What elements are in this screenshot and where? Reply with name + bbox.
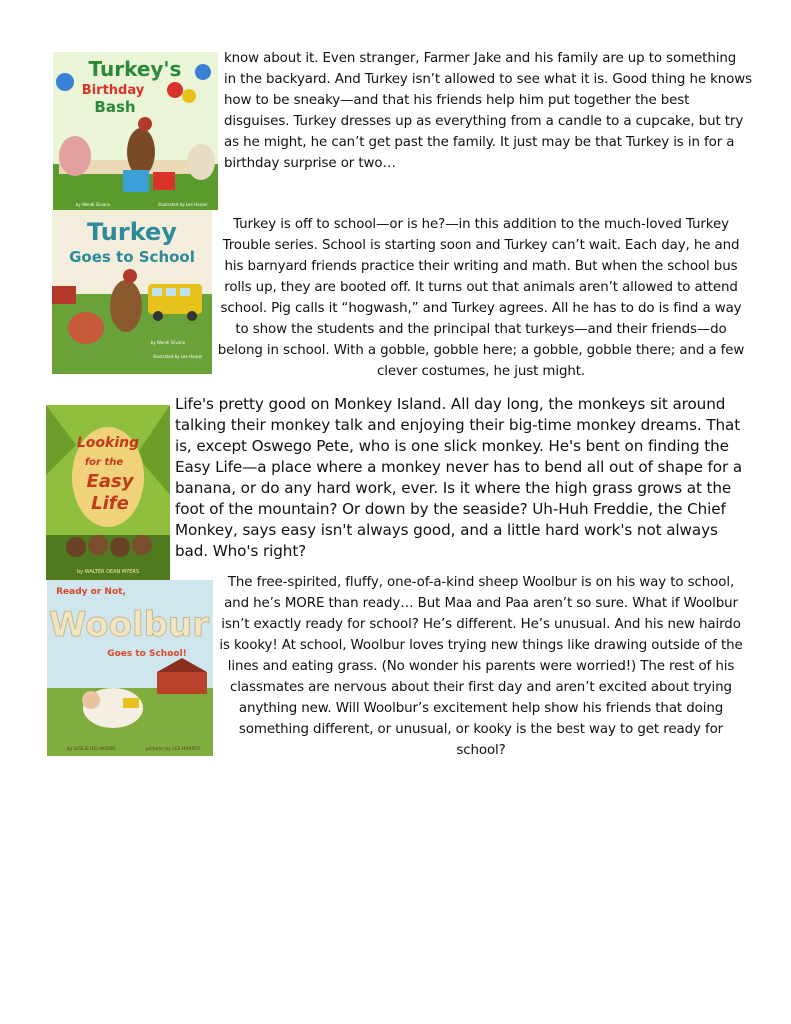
book-cover-turkeys-birthday-bash bbox=[53, 52, 218, 210]
book-cover-woolbur-goes-to-school bbox=[47, 580, 213, 756]
cover-illustration bbox=[52, 210, 212, 374]
cover-title-line-4: Life bbox=[91, 493, 129, 514]
book-cover-turkey-goes-to-school bbox=[52, 210, 212, 374]
cover-title-line-1: Ready or Not, bbox=[56, 587, 126, 597]
cover-title-line-2: Woolbur bbox=[49, 605, 209, 645]
cover-author: by Wendi Silvano bbox=[75, 202, 111, 207]
cover-illustrator: pictures by LEE HARPER bbox=[145, 747, 201, 752]
cover-illustration bbox=[53, 52, 218, 210]
cover-illustrator: illustrated by Lee Harper bbox=[153, 354, 203, 359]
cover-title-line-1: Turkey bbox=[87, 218, 177, 246]
book-description-turkey-goes-to-school: Turkey is off to school—or is he?—in this addition to the much-loved Turkey Trouble series. School is starting soon and Turkey can’t wait. Each day, he and his barnyard friends practice their writing and math. But when the school bus rolls up, they are booted off. It turns out that animals aren’t allowed to attend school. Pig calls it “hogwash,” and Turkey agrees. All he has to do is find a way to show the students and the principal that turkeys—and their friends—do belong in school. With a gobble, gobble here; a gobble, gobble there; and a few clever costumes, he just might. bbox=[217, 217, 745, 379]
book-cover-looking-for-the-easy-life bbox=[46, 405, 170, 580]
cover-illustration bbox=[46, 405, 170, 580]
book-description-turkeys-birthday-bash: know about it. Even stranger, Farmer Jake and his family are up to something in the backyard. And Turkey isn’t allowed to see what it is. Good thing he knows how to be sneaky—and that his friends help him put together the best disguises. Turkey dresses up as everything from a candle to a cupcake, but try as he might, he can’t get past the family. It just may be that Turkey is in for a birthday surprise or two… bbox=[224, 51, 752, 171]
cover-author: by WALTER DEAN MYERS bbox=[76, 569, 140, 575]
cover-illustrator: illustrated by Lee Harper bbox=[158, 202, 208, 207]
book-description-woolbur-goes-to-school: The free-spirited, fluffy, one-of-a-kind sheep Woolbur is on his way to school, and he’s MORE than ready… But Maa and Paa aren’t so sure. What if Woolbur isn’t exactly ready for school? He’s different. He’s unusual. And his new hairdo is kooky! At school, Woolbur loves trying new things like drawing outside of the lines and eating grass. (No wonder his parents were worried!) The rest of his classmates are nervous about their first day and aren’t excited about trying anything new. Will Woolbur’s excitement help show his friends that doing something different, or unusual, or kooky is the best way to get ready for school? bbox=[219, 575, 743, 758]
cover-title-line-1: Looking bbox=[76, 435, 140, 451]
cover-title-line-2: Birthday bbox=[81, 83, 145, 98]
cover-illustration bbox=[47, 580, 213, 756]
cover-title-line-3: Easy bbox=[86, 471, 134, 492]
cover-title-line-2: for the bbox=[84, 457, 124, 468]
cover-title-line-3: Bash bbox=[94, 98, 136, 116]
cover-title-line-2: Goes to School bbox=[69, 248, 195, 266]
cover-title-line-3: Goes to School! bbox=[107, 649, 187, 659]
cover-title-line-1: Turkey's bbox=[88, 57, 182, 81]
cover-author: by LESLIE HELAKOSKI bbox=[66, 747, 116, 752]
book-description-looking-for-the-easy-life: Life's pretty good on Monkey Island. All day long, the monkeys sit around talking their monkey talk and enjoying their big-time monkey dreams. That is, except Oswego Pete, who is one slick monkey. He's bent on finding the Easy Life—a place where a monkey never has to bend all out of shape for a banana, or do any hard work, ever. Is it where the high grass grows at the foot of the mountain? Or down by the seaside? Uh-Huh Freddie, the Chief Monkey, says easy isn't always good, and a little hard work's not always bad. Who's right? bbox=[175, 395, 743, 560]
cover-author: by Wendi Silvano bbox=[150, 340, 186, 345]
